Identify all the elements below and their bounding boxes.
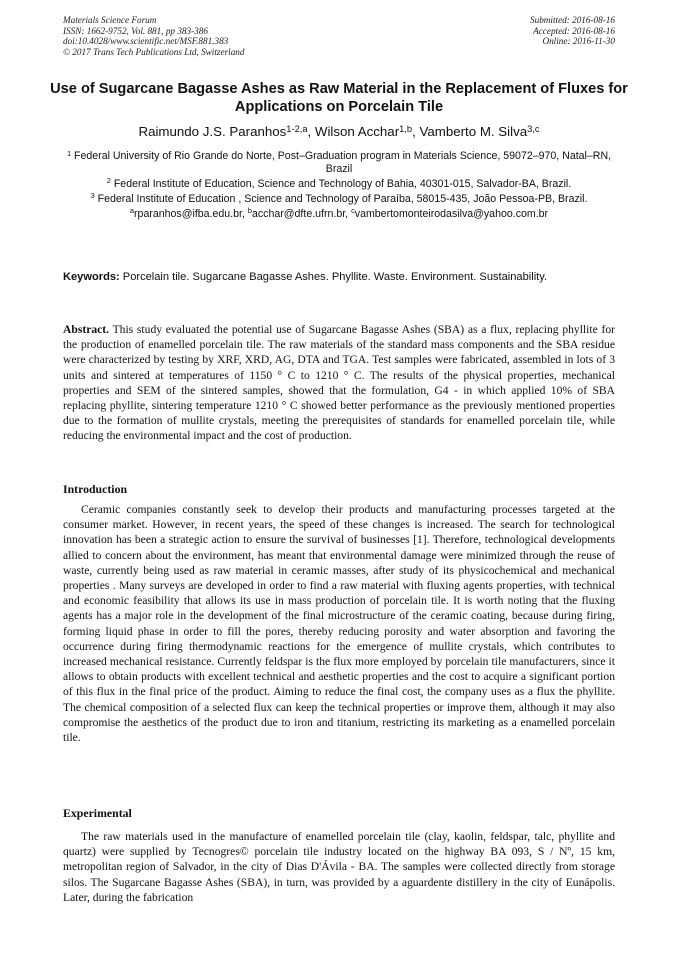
affiliations [60, 150, 618, 223]
author-affil-marker: 3,c [527, 123, 540, 134]
submitted-date: Submitted: 2016-08-16 [530, 15, 615, 25]
keywords [63, 270, 615, 285]
paper-title: Use of Sugarcane Bagasse Ashes as Raw Material in the Replacement of Fluxes for Applications on Porcelain Tile [50, 81, 628, 115]
dates-header [530, 15, 615, 47]
email-link[interactable]: rparanhos@ifba.edu.br, [134, 207, 248, 220]
section-heading-experimental: Experimental [63, 806, 132, 820]
journal-header [63, 15, 244, 57]
author-separator: , [412, 124, 420, 139]
journal-issn: ISSN: 1662-9752, Vol. 881, pp 383-386 [63, 25, 208, 36]
affiliation: $^2$ Federal Institute of Education, Science and Technology of Bahia, 40301-015, Salvador-BA, Brazil. [106, 176, 572, 190]
section-heading-introduction: Introduction [63, 482, 128, 496]
abstract-label: Abstract. [63, 323, 110, 336]
email-link[interactable]: vambertomonteirodasilva@yahoo.com.br [354, 207, 549, 220]
author-list [40, 123, 638, 140]
email-link[interactable]: acchar@dfte.ufrn.br, [251, 207, 352, 220]
experimental-paragraph: The raw materials used in the manufacture of enamelled porcelain tile (clay, kaolin, feldspar, talc, phyllite and quartz) were supplied by Tecnogres© porcelain tile industry located on the highway BA 093, S / Nº, 15 km, metropolitan region of Salvador, in the city of Dias D'Ávila - BA. The samples were collected directly from storage silos. The Sugarcane Bagasse Ashes (SBA), in turn, was provided by a aguardente distillery in the city of Eunápolis. Later, during the fabrication [63, 830, 615, 904]
keywords-label: Keywords: [63, 271, 120, 283]
journal-doi: doi:10.4028/www.scientific.net/MSF.881.383 [63, 36, 229, 47]
accepted-date: Accepted: 2016-08-16 [533, 25, 615, 36]
author-name: Raimundo J.S. Paranhos [138, 124, 287, 139]
keywords-text: Porcelain tile. Sugarcane Bagasse Ashes. Phyllite. Waste. Environment. Sustainability. [119, 271, 548, 283]
author-affil-marker: 1,b [399, 123, 413, 134]
affiliation: $^1$ Federal University of Rio Grande do Norte, Post–Graduation program in Materials Science, 59072–970, Natal–RN, Brazil [66, 148, 612, 175]
introduction-paragraph: Ceramic companies constantly seek to develop their products and manufacturing processes targeted at the consumer market. However, in recent years, the speed of these changes is increased. The search for technological innovation has been a strategic action to ensure the survival of businesses [1]. Therefore, technological developments allied to concern about the environment, has meant that environmental damage were minimized through the reuse of waste, currently being used as raw material in ceramic masses, after study of its physicochemical and mechanical properties . Many surveys are developed in order to find a raw material with fluxing agents properties, with technical and economic feasibility that allows its use in mass production of porcelain tile. It is worth noting that the fluxing agents has a major role in the development of the final microstructure of the ceramic coating, because during firing, forming liquid phase in order to fill the pores, thereby reducing porosity and water absorption and favoring the occurrence during firing thermodynamic reactions for the emergence of mullite crystals, which contributes to increased mechanical resistance. Currently feldspar is the flux more employed by porcelain tile manufacturers, since it allows to obtain products with excellent technical and aesthetic properties and the cost to acquire a significant portion of this flux in the final price of the product. Aiming to reduce the final cost, the company uses as a flux the phyllite. The chemical composition of a selected flux can keep the technical properties or improve them, although it may also compromise the aesthetics of the product due to iron and titanium, restricting its marketing as a enamelled porcelain tile. [63, 503, 615, 745]
author-name: Wilson Acchar [314, 124, 400, 139]
journal-name: Materials Science Forum [63, 15, 157, 25]
author-emails: $^a$rparanhos@ifba.edu.br, $^b$acchar@dfte.ufrn.br, $^c$vambertomonteirodasilva@yahoo.com.br [129, 206, 549, 220]
abstract [63, 322, 615, 444]
affiliation: $^3$ Federal Institute of Education , Science and Technology of Paraíba, 58015-435, João Pessoa-PB, Brazil. [90, 191, 588, 205]
author-name: Vamberto M. Silva [419, 124, 528, 139]
journal-copyright: © 2017 Trans Tech Publications Ltd, Switzerland [63, 46, 245, 57]
author-separator: , [307, 124, 315, 139]
author-affil-marker: 1-2,a [286, 123, 308, 134]
online-date: Online: 2016-11-30 [542, 36, 615, 47]
abstract-text: This study evaluated the potential use of Sugarcane Bagasse Ashes (SBA) as a flux, replacing phyllite for the production of enamelled porcelain tile. The raw materials of the standard mass components and the SBA residue were characterized by testing by XRF, XRD, AG, DTA and TGA. Test samples were fabricated, assembled in lots of 3 units and sintered at temperatures of 1150 ° C to 1210 ° C. The results of the physical properties, mechanical properties and SEM of the sintered samples, showed that the formulation, G4 - in which applied 10% of SBA replacing phyllite, sintering temperature 1210 ° C showed better performance as the previously mentioned properties due to the formation of mullite crystals, meeting the prerequisites of standards for enamelled porcelain tile, while reducing the environmental impact and the cost of production. [63, 323, 615, 443]
